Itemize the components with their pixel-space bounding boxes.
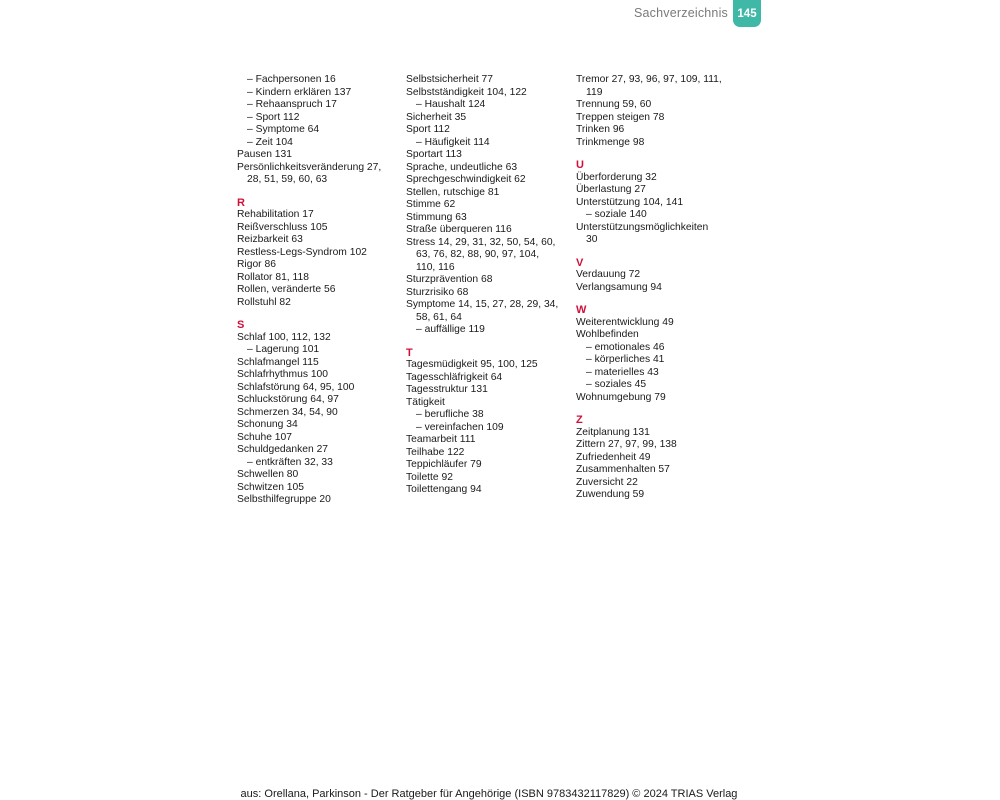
index-subentry: – Fachpersonen 16 xyxy=(247,74,336,85)
index-entry: Trinken 96 xyxy=(576,124,625,135)
index-entry-continuation: 63, 76, 82, 88, 90, 97, 104, xyxy=(416,249,540,260)
index-subentry: – Symptome 64 xyxy=(247,124,320,135)
index-entry: Sturzrisiko 68 xyxy=(406,286,469,298)
index-entry: Schonung 34 xyxy=(237,419,298,430)
index-entry: Weiterentwicklung 49 xyxy=(576,316,674,328)
index-entry: Teamarbeit 111 xyxy=(406,434,476,445)
index-entry-continuation: 119 xyxy=(586,86,603,98)
index-entry: Wohnumgebung 79 xyxy=(576,391,666,403)
index-entry: Tätigkeit xyxy=(406,396,445,408)
index-entry: Stimmung 63 xyxy=(406,211,467,223)
index-subentry: – Sport 112 xyxy=(247,111,300,123)
index-entry: Schluckstörung 64, 97 xyxy=(237,394,339,405)
index-letter-heading: V xyxy=(576,256,584,269)
index-subentry: – auffällige 119 xyxy=(416,324,485,335)
index-entry: Rollator 81, 118 xyxy=(237,271,309,283)
index-entry: Reizbarkeit 63 xyxy=(237,234,303,245)
index-entry: Überforderung 32 xyxy=(576,171,657,183)
index-entry: Schlaf 100, 112, 132 xyxy=(237,331,331,343)
index-entry: Symptome 14, 15, 27, 28, 29, 34, xyxy=(406,299,559,310)
index-entry: Zufriedenheit 49 xyxy=(576,451,651,463)
index-entry: Überlastung 27 xyxy=(576,184,646,195)
index-column-1 xyxy=(237,74,402,507)
index-letter-heading: R xyxy=(237,196,245,209)
index-entry: Rigor 86 xyxy=(237,259,276,270)
index-entry-continuation: 110, 116 xyxy=(416,261,455,273)
index-subentry: – Kindern erklären 137 xyxy=(247,86,352,98)
index-subentry: – berufliche 38 xyxy=(416,409,484,420)
index-entry: Sportart 113 xyxy=(406,149,462,160)
index-entry: Straße überqueren 116 xyxy=(406,224,512,235)
index-subentry: – körperliches 41 xyxy=(586,354,665,365)
index-entry: Tagesschläfrigkeit 64 xyxy=(406,371,503,383)
index-subentry: – materielles 43 xyxy=(586,366,659,378)
index-entry: Trennung 59, 60 xyxy=(576,99,652,110)
index-entry: Zuversicht 22 xyxy=(576,476,638,488)
index-entry: Sicherheit 35 xyxy=(406,111,467,123)
index-entry-continuation: 58, 61, 64 xyxy=(416,311,462,323)
index-subentry: – emotionales 46 xyxy=(586,341,665,353)
index-subentry: – vereinfachen 109 xyxy=(416,421,504,433)
index-entry: Zittern 27, 97, 99, 138 xyxy=(576,439,677,450)
index-column-2 xyxy=(406,74,571,497)
index-entry: Sturzprävention 68 xyxy=(406,274,493,285)
index-letter-heading: T xyxy=(406,346,413,359)
page-number-badge: 145 xyxy=(733,0,761,27)
index-entry: Teilhabe 122 xyxy=(406,446,465,458)
index-entry: Zusammenhalten 57 xyxy=(576,464,670,475)
index-entry: Wohlbefinden xyxy=(576,329,639,340)
index-letter-heading: Z xyxy=(576,414,583,426)
index-entry: Sprechgeschwindigkeit 62 xyxy=(406,174,526,185)
index-entry: Pausen 131 xyxy=(237,149,292,160)
index-entry: Schlafstörung 64, 95, 100 xyxy=(237,381,355,393)
index-entry: Tremor 27, 93, 96, 97, 109, 111, xyxy=(576,74,722,85)
index-letter-heading: W xyxy=(576,304,587,316)
index-entry: Teppichläufer 79 xyxy=(406,459,482,470)
index-entry: Verdauung 72 xyxy=(576,269,641,280)
index-entry: Schuldgedanken 27 xyxy=(237,444,329,455)
index-subentry: – Lagerung 101 xyxy=(247,344,320,355)
index-entry: Trinkmenge 98 xyxy=(576,136,645,148)
index-entry: Stress 14, 29, 31, 32, 50, 54, 60, xyxy=(406,236,556,248)
index-subentry: – Zeit 104 xyxy=(247,136,293,148)
index-entry: Zeitplanung 131 xyxy=(576,426,650,438)
index-subentry: – Häufigkeit 114 xyxy=(416,136,490,148)
index-column-3 xyxy=(576,74,741,502)
index-entry: Persönlichkeitsveränderung 27, xyxy=(237,161,382,173)
index-entry: Restless-Legs-Syndrom 102 xyxy=(237,246,367,258)
index-entry: Tagesstruktur 131 xyxy=(406,384,488,395)
index-entry: Tagesmüdigkeit 95, 100, 125 xyxy=(406,359,538,370)
index-entry: Sport 112 xyxy=(406,124,450,135)
index-entry: Reißverschluss 105 xyxy=(237,221,328,233)
index-entry: Schuhe 107 xyxy=(237,431,292,443)
index-entry: Unterstützungsmöglichkeiten xyxy=(576,221,709,233)
index-entry: Toilettengang 94 xyxy=(406,484,482,495)
index-entry: Verlangsamung 94 xyxy=(576,281,662,293)
footer-text: aus: Orellana, Parkinson - Der Ratgeber für Angehörige (ISBN 9783432117829) © 2024 TRIAS Verlag xyxy=(240,788,738,800)
index-entry: Schwellen 80 xyxy=(237,469,299,480)
index-subentry: – soziales 45 xyxy=(586,379,647,390)
index-subentry: – Haushalt 124 xyxy=(416,99,486,110)
index-entry: Sprache, undeutliche 63 xyxy=(406,161,518,173)
index-entry: Schlafrhythmus 100 xyxy=(237,369,329,380)
index-entry: Stellen, rutschige 81 xyxy=(406,186,500,198)
index-entry: Rehabilitation 17 xyxy=(237,209,314,220)
index-entry-continuation: 30 xyxy=(586,234,598,245)
index-subentry: – entkräften 32, 33 xyxy=(247,456,333,468)
index-entry-continuation: 28, 51, 59, 60, 63 xyxy=(247,174,328,185)
copyright-footer xyxy=(0,788,1000,800)
index-entry: Rollen, veränderte 56 xyxy=(237,284,336,295)
index-entry: Selbstsicherheit 77 xyxy=(406,74,494,85)
index-entry: Schmerzen 34, 54, 90 xyxy=(237,406,338,418)
index-entry: Schwitzen 105 xyxy=(237,481,304,493)
index-entry: Selbstständigkeit 104, 122 xyxy=(406,86,527,98)
index-subentry: – Rehaanspruch 17 xyxy=(247,99,337,110)
index-entry: Unterstützung 104, 141 xyxy=(576,196,684,208)
index-entry: Treppen steigen 78 xyxy=(576,111,665,123)
index-letter-heading: U xyxy=(576,159,584,171)
index-entry: Stimme 62 xyxy=(406,199,456,210)
index-subentry: – soziale 140 xyxy=(586,209,647,220)
index-entry: Toilette 92 xyxy=(406,471,453,483)
section-title: Sachverzeichnis xyxy=(633,6,728,20)
index-entry: Selbsthilfegruppe 20 xyxy=(237,494,331,505)
index-entry: Rollstuhl 82 xyxy=(237,296,291,308)
index-letter-heading: S xyxy=(237,319,245,331)
index-entry: Schlafmangel 115 xyxy=(237,356,319,368)
index-entry: Zuwendung 59 xyxy=(576,489,645,500)
